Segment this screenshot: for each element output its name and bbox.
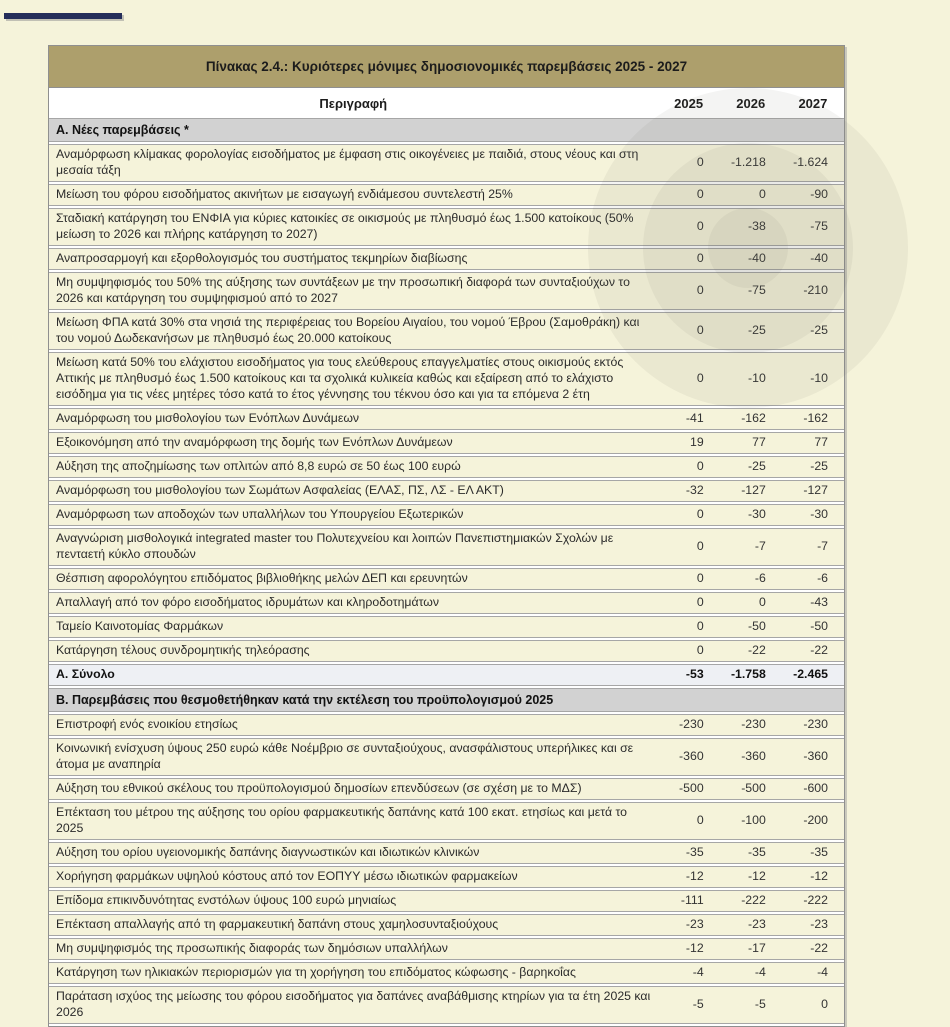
row-description: Α. Σύνολο (49, 664, 658, 686)
column-header-description: Περιγραφή (49, 90, 658, 116)
row-value-2027: -23 (782, 914, 844, 936)
row-value-2025: 0 (658, 616, 720, 638)
row-value-2027: -1.624 (782, 144, 844, 182)
row-description: Μη συμψηφισμός του 50% της αύξησης των συντάξεων με την προσωπική διαφορά των συνταξιούχων το 2026 και κατάργηση του συμψηφισμού από το 2027 (49, 272, 658, 310)
table-row (49, 144, 844, 182)
row-value-2026: -4 (720, 962, 782, 984)
row-value-2027: -230 (782, 714, 844, 736)
row-value-2026: -127 (720, 480, 782, 502)
table-row (49, 352, 844, 406)
row-value-2025: -12 (658, 938, 720, 960)
row-value-2027: -6 (782, 568, 844, 590)
row-description: Αναγνώριση μισθολογικά integrated master του Πολυτεχνείου και λοιπών Πανεπιστημιακών Σχολών με πενταετή κύκλο σπουδών (49, 528, 658, 566)
row-value-2026: 0 (720, 184, 782, 206)
row-description: Κατάργηση τέλους συνδρομητικής τηλεόρασης (49, 640, 658, 662)
row-value-2027: -40 (782, 248, 844, 270)
row-value-2027: -600 (782, 778, 844, 800)
row-description: Μείωση ΦΠΑ κατά 30% στα νησιά της περιφέρειας του Βορείου Αιγαίου, του νομού Έβρου (Σαμοθράκη) και του νομού Δωδεκανήσων με πληθυσμό έως 20.000 κατοίκους (49, 312, 658, 350)
row-description: Αύξηση του ορίου υγειονομικής δαπάνης διαγνωστικών και ιδιωτικών κλινικών (49, 842, 658, 864)
row-value-2026: -500 (720, 778, 782, 800)
row-description: Παράταση ισχύος της μείωσης του φόρου εισοδήματος για δαπάνες αναβάθμισης κτηρίων για τα έτη 2025 και 2026 (49, 986, 658, 1024)
row-value-2027: -35 (782, 842, 844, 864)
row-value-2026: -12 (720, 866, 782, 888)
table-row (49, 272, 844, 310)
row-value-2025: 0 (658, 802, 720, 840)
section-header-row (49, 118, 844, 142)
row-value-2025: -53 (658, 664, 720, 686)
row-description: Αναμόρφωση των αποδοχών των υπαλλήλων του Υπουργείου Εξωτερικών (49, 504, 658, 526)
row-value-2025: -41 (658, 408, 720, 430)
row-description: Χορήγηση φαρμάκων υψηλού κόστους από τον ΕΟΠΥΥ μέσω ιδιωτικών φαρμακείων (49, 866, 658, 888)
row-value-2025: -111 (658, 890, 720, 912)
total-row (49, 664, 844, 686)
row-value-2027: -25 (782, 456, 844, 478)
row-value-2027: -12 (782, 866, 844, 888)
table-row (49, 208, 844, 246)
row-value-2027: 77 (782, 432, 844, 454)
row-value-2026: -25 (720, 312, 782, 350)
row-value-2025: 0 (658, 144, 720, 182)
row-value-2027: -2.465 (782, 664, 844, 686)
row-value-2026: -25 (720, 456, 782, 478)
table-row (49, 408, 844, 430)
row-value-2025: -35 (658, 842, 720, 864)
row-description: Μείωση του φόρου εισοδήματος ακινήτων με εισαγωγή ενδιάμεσου συντελεστή 25% (49, 184, 658, 206)
table-title: Πίνακας 2.4.: Κυριότερες μόνιμες δημοσιονομικές παρεμβάσεις 2025 - 2027 (49, 46, 844, 88)
table-row (49, 248, 844, 270)
column-header-row (49, 90, 844, 116)
row-value-2025: 0 (658, 184, 720, 206)
table-row (49, 592, 844, 614)
table-row (49, 432, 844, 454)
table-row (49, 480, 844, 502)
table-row (49, 802, 844, 840)
row-value-2025: 0 (658, 248, 720, 270)
row-description: Θέσπιση αφορολόγητου επιδόματος βιβλιοθήκης μελών ΔΕΠ και ερευνητών (49, 568, 658, 590)
row-value-2027: -30 (782, 504, 844, 526)
row-value-2025: 0 (658, 312, 720, 350)
row-value-2027: -7 (782, 528, 844, 566)
row-value-2026: -222 (720, 890, 782, 912)
row-value-2026: -75 (720, 272, 782, 310)
row-value-2026: -22 (720, 640, 782, 662)
row-value-2027: -22 (782, 640, 844, 662)
row-value-2027: -43 (782, 592, 844, 614)
row-value-2026: -40 (720, 248, 782, 270)
row-value-2025: -4 (658, 962, 720, 984)
table-row (49, 962, 844, 984)
row-value-2026: -230 (720, 714, 782, 736)
row-description: Εξοικονόμηση από την αναμόρφωση της δομής των Ενόπλων Δυνάμεων (49, 432, 658, 454)
row-description: Ταμείο Καινοτομίας Φαρμάκων (49, 616, 658, 638)
row-value-2026: -6 (720, 568, 782, 590)
row-value-2027: -200 (782, 802, 844, 840)
row-description: Μη συμψηφισμός της προσωπικής διαφοράς των δημόσιων υπαλλήλων (49, 938, 658, 960)
row-value-2026: -100 (720, 802, 782, 840)
row-value-2027: -25 (782, 312, 844, 350)
row-value-2026: -1.218 (720, 144, 782, 182)
row-description: Επίδομα επικινδυνότητας ενστόλων ύψους 100 ευρώ μηνιαίως (49, 890, 658, 912)
row-description: Αναμόρφωση του μισθολογίου των Σωμάτων Ασφαλείας (ΕΛΑΣ, ΠΣ, ΛΣ - ΕΛ ΑΚΤ) (49, 480, 658, 502)
table-row (49, 568, 844, 590)
row-value-2026: -23 (720, 914, 782, 936)
row-description: Αύξηση της αποζημίωσης των οπλιτών από 8,8 ευρώ σε 50 έως 100 ευρώ (49, 456, 658, 478)
row-value-2025: 0 (658, 272, 720, 310)
section-header: Β. Παρεμβάσεις που θεσμοθετήθηκαν κατά την εκτέλεση του προϋπολογισμού 2025 (49, 688, 844, 712)
table-row (49, 738, 844, 776)
row-value-2026: -1.758 (720, 664, 782, 686)
row-value-2027: 0 (782, 986, 844, 1024)
row-value-2027: -75 (782, 208, 844, 246)
row-value-2026: -5 (720, 986, 782, 1024)
row-value-2026: -7 (720, 528, 782, 566)
row-value-2027: -127 (782, 480, 844, 502)
row-description: Απαλλαγή από τον φόρο εισοδήματος ιδρυμάτων και κληροδοτημάτων (49, 592, 658, 614)
row-description: Επέκταση απαλλαγής από τη φαρμακευτική δαπάνη στους χαμηλοσυνταξιούχους (49, 914, 658, 936)
data-table (49, 88, 844, 1026)
table-row (49, 184, 844, 206)
table-row (49, 312, 844, 350)
table-row (49, 456, 844, 478)
row-value-2025: 0 (658, 592, 720, 614)
column-header-2026: 2026 (720, 90, 782, 116)
row-value-2025: 0 (658, 352, 720, 406)
table-row (49, 504, 844, 526)
section-header: Α. Νέες παρεμβάσεις * (49, 118, 844, 142)
table-row (49, 842, 844, 864)
row-value-2025: 0 (658, 504, 720, 526)
table-row (49, 778, 844, 800)
row-value-2025: -5 (658, 986, 720, 1024)
row-value-2026: -360 (720, 738, 782, 776)
navy-accent-bar (4, 13, 122, 19)
row-value-2025: 0 (658, 640, 720, 662)
row-value-2026: -30 (720, 504, 782, 526)
row-description: Κατάργηση των ηλικιακών περιορισμών για τη χορήγηση του επιδόματος κώφωσης - βαρηκοΐας (49, 962, 658, 984)
column-header-2025: 2025 (658, 90, 720, 116)
row-value-2027: -360 (782, 738, 844, 776)
row-value-2025: 0 (658, 568, 720, 590)
row-description: Επιστροφή ενός ενοικίου ετησίως (49, 714, 658, 736)
table-row (49, 640, 844, 662)
row-description: Κοινωνική ενίσχυση ύψους 250 ευρώ κάθε Νοέμβριο σε συνταξιούχους, ανασφάλιστους υπερήλικες και σε άτομα με αναπηρία (49, 738, 658, 776)
table-row (49, 714, 844, 736)
row-value-2027: -4 (782, 962, 844, 984)
row-value-2025: 0 (658, 456, 720, 478)
row-value-2027: -90 (782, 184, 844, 206)
row-description: Αναπροσαρμογή και εξορθολογισμός του συστήματος τεκμηρίων διαβίωσης (49, 248, 658, 270)
row-value-2027: -210 (782, 272, 844, 310)
row-value-2027: -22 (782, 938, 844, 960)
row-value-2025: -23 (658, 914, 720, 936)
row-value-2025: -360 (658, 738, 720, 776)
column-header-2027: 2027 (782, 90, 844, 116)
row-value-2026: -50 (720, 616, 782, 638)
row-description: Μείωση κατά 50% του ελάχιστου εισοδήματος για τους ελεύθερους επαγγελματίες στους οικισμούς εκτός Αττικής με πληθυσμό έως 1.500 κατοίκους και τα σχολικά κυλικεία καθώς και εξαίρεση από το ελάχιστο εισόδημα για τις νέες μητέρες τόσο κατά το έτος γέννησης του τέκνου όσο και για τα επόμενα 2 έτη (49, 352, 658, 406)
row-value-2027: -10 (782, 352, 844, 406)
table-row (49, 938, 844, 960)
row-description: Αύξηση του εθνικού σκέλους του προϋπολογισμού δημοσίων επενδύσεων (σε σχέση με το ΜΔΣ) (49, 778, 658, 800)
section-header-row (49, 688, 844, 712)
row-value-2025: -230 (658, 714, 720, 736)
row-value-2027: -50 (782, 616, 844, 638)
row-value-2027: -162 (782, 408, 844, 430)
row-value-2025: 0 (658, 208, 720, 246)
row-value-2026: 77 (720, 432, 782, 454)
row-value-2025: -32 (658, 480, 720, 502)
table-row (49, 528, 844, 566)
row-value-2026: -35 (720, 842, 782, 864)
row-description: Αναμόρφωση του μισθολογίου των Ενόπλων Δυνάμεων (49, 408, 658, 430)
row-description: Σταδιακή κατάργηση του ΕΝΦΙΑ για κύριες κατοικίες σε οικισμούς με πληθυσμό έως 1.500 κατοίκους (50% μείωση το 2026 και πλήρης κατάργηση το 2027) (49, 208, 658, 246)
row-value-2025: -12 (658, 866, 720, 888)
row-value-2026: 0 (720, 592, 782, 614)
row-value-2025: -500 (658, 778, 720, 800)
table-row (49, 890, 844, 912)
row-value-2026: -162 (720, 408, 782, 430)
table-row (49, 914, 844, 936)
row-value-2026: -38 (720, 208, 782, 246)
row-value-2025: 0 (658, 528, 720, 566)
row-value-2025: 19 (658, 432, 720, 454)
fiscal-interventions-table (48, 45, 845, 1027)
row-description: Επέκταση του μέτρου της αύξησης του ορίου φαρμακευτικής δαπάνης κατά 100 εκατ. ετησίως και μετά το 2025 (49, 802, 658, 840)
table-row (49, 616, 844, 638)
table-row (49, 866, 844, 888)
row-value-2026: -17 (720, 938, 782, 960)
row-value-2027: -222 (782, 890, 844, 912)
table-row (49, 986, 844, 1024)
row-description: Αναμόρφωση κλίμακας φορολογίας εισοδήματος με έμφαση στις οικογένειες με παιδιά, στους νέους και στη μεσαία τάξη (49, 144, 658, 182)
row-value-2026: -10 (720, 352, 782, 406)
